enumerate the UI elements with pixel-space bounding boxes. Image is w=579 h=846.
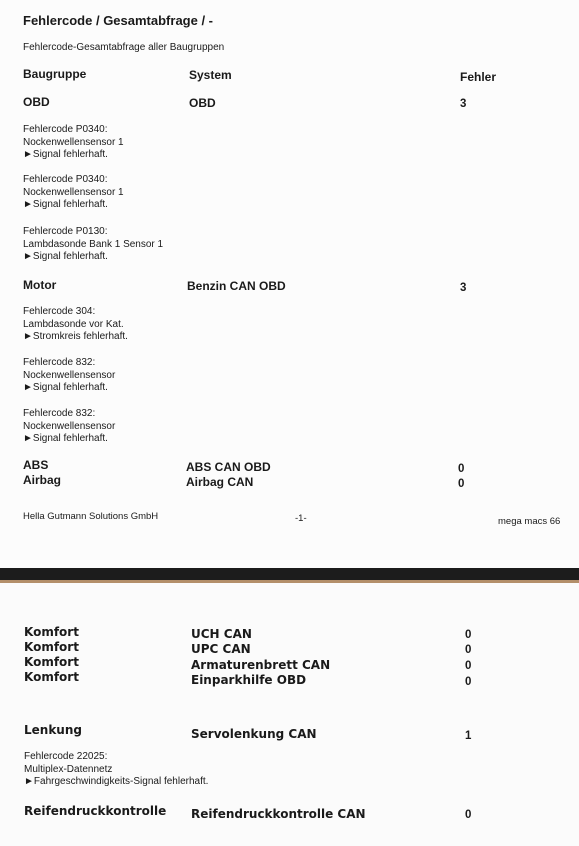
- error-detail: ►Signal fehlerhaft.: [23, 382, 108, 393]
- group-airbag: Airbag: [23, 473, 62, 487]
- error-entry: [23, 226, 163, 264]
- system-reifendruck: Reifendruckkontrolle CAN: [191, 807, 366, 821]
- error-code: Fehlercode P0130:: [23, 226, 108, 237]
- group-komfort: Komfort: [24, 625, 79, 639]
- error-entry: [23, 174, 124, 212]
- header-group: Baugruppe: [23, 67, 87, 81]
- count-reifendruck: 0: [465, 809, 472, 821]
- header-system: System: [189, 68, 232, 82]
- page-separator: [0, 568, 579, 580]
- count-airbag: 0: [458, 478, 465, 490]
- error-desc: Nockenwellensensor: [23, 369, 116, 381]
- error-desc: Lambdasonde Bank 1 Sensor 1: [23, 238, 164, 250]
- error-entry: [23, 306, 128, 344]
- system-obd: OBD: [189, 96, 216, 110]
- error-detail: ►Signal fehlerhaft.: [23, 149, 108, 160]
- count-komfort: 0: [465, 644, 472, 656]
- error-code: Fehlercode 832:: [23, 408, 96, 419]
- error-detail: ►Fahrgeschwindigkeits-Signal fehlerhaft.: [24, 776, 209, 787]
- error-desc: Nockenwellensensor: [23, 420, 116, 432]
- error-code: Fehlercode 304:: [23, 306, 96, 317]
- error-desc: Multiplex-Datennetz: [24, 763, 113, 775]
- group-obd: OBD: [23, 95, 50, 109]
- group-abs: ABS: [23, 458, 49, 472]
- error-code: Fehlercode 832:: [23, 357, 96, 368]
- report-title: Fehlercode / Gesamtabfrage / -: [23, 13, 214, 28]
- group-komfort: Komfort: [24, 655, 79, 669]
- error-code: Fehlercode P0340:: [23, 124, 108, 135]
- system-abs: ABS CAN OBD: [186, 460, 271, 474]
- report-subtitle: Fehlercode-Gesamtabfrage aller Baugruppen: [23, 42, 225, 53]
- error-detail: ►Signal fehlerhaft.: [23, 433, 108, 444]
- footer-company: Hella Gutmann Solutions GmbH: [23, 511, 159, 522]
- system-motor: Benzin CAN OBD: [187, 279, 286, 293]
- error-code: Fehlercode 22025:: [24, 751, 108, 762]
- header-errors: Fehler: [460, 70, 497, 84]
- system-komfort: UPC CAN: [191, 642, 251, 656]
- footer-page-number: -1-: [295, 513, 307, 524]
- group-reifendruck: Reifendruckkontrolle: [24, 804, 167, 818]
- count-obd: 3: [460, 98, 467, 110]
- group-lenkung: Lenkung: [24, 723, 82, 737]
- count-motor: 3: [460, 282, 467, 294]
- count-komfort: 0: [465, 660, 472, 672]
- error-desc: Nockenwellensensor 1: [23, 136, 124, 148]
- group-komfort: Komfort: [24, 670, 79, 684]
- group-motor: Motor: [23, 278, 57, 292]
- error-entry: [23, 408, 115, 446]
- system-airbag: Airbag CAN: [186, 475, 254, 489]
- error-entry: [23, 124, 124, 162]
- count-komfort: 0: [465, 629, 472, 641]
- error-entry: [23, 357, 115, 395]
- system-komfort: Einparkhilfe OBD: [191, 673, 307, 687]
- error-detail: ►Stromkreis fehlerhaft.: [23, 331, 128, 342]
- system-komfort: Armaturenbrett CAN: [191, 658, 331, 672]
- footer-device: mega macs 66: [498, 516, 561, 527]
- count-komfort: 0: [465, 676, 472, 688]
- count-lenkung: 1: [465, 730, 472, 742]
- group-komfort: Komfort: [24, 640, 79, 654]
- count-abs: 0: [458, 463, 465, 475]
- report-page-2: [0, 583, 579, 846]
- error-entry: [24, 751, 208, 789]
- error-desc: Lambdasonde vor Kat.: [23, 318, 124, 330]
- error-detail: ►Signal fehlerhaft.: [23, 199, 108, 210]
- error-detail: ►Signal fehlerhaft.: [23, 251, 108, 262]
- error-code: Fehlercode P0340:: [23, 174, 108, 185]
- system-lenkung: Servolenkung CAN: [191, 727, 317, 741]
- system-komfort: UCH CAN: [191, 627, 252, 641]
- error-desc: Nockenwellensensor 1: [23, 186, 124, 198]
